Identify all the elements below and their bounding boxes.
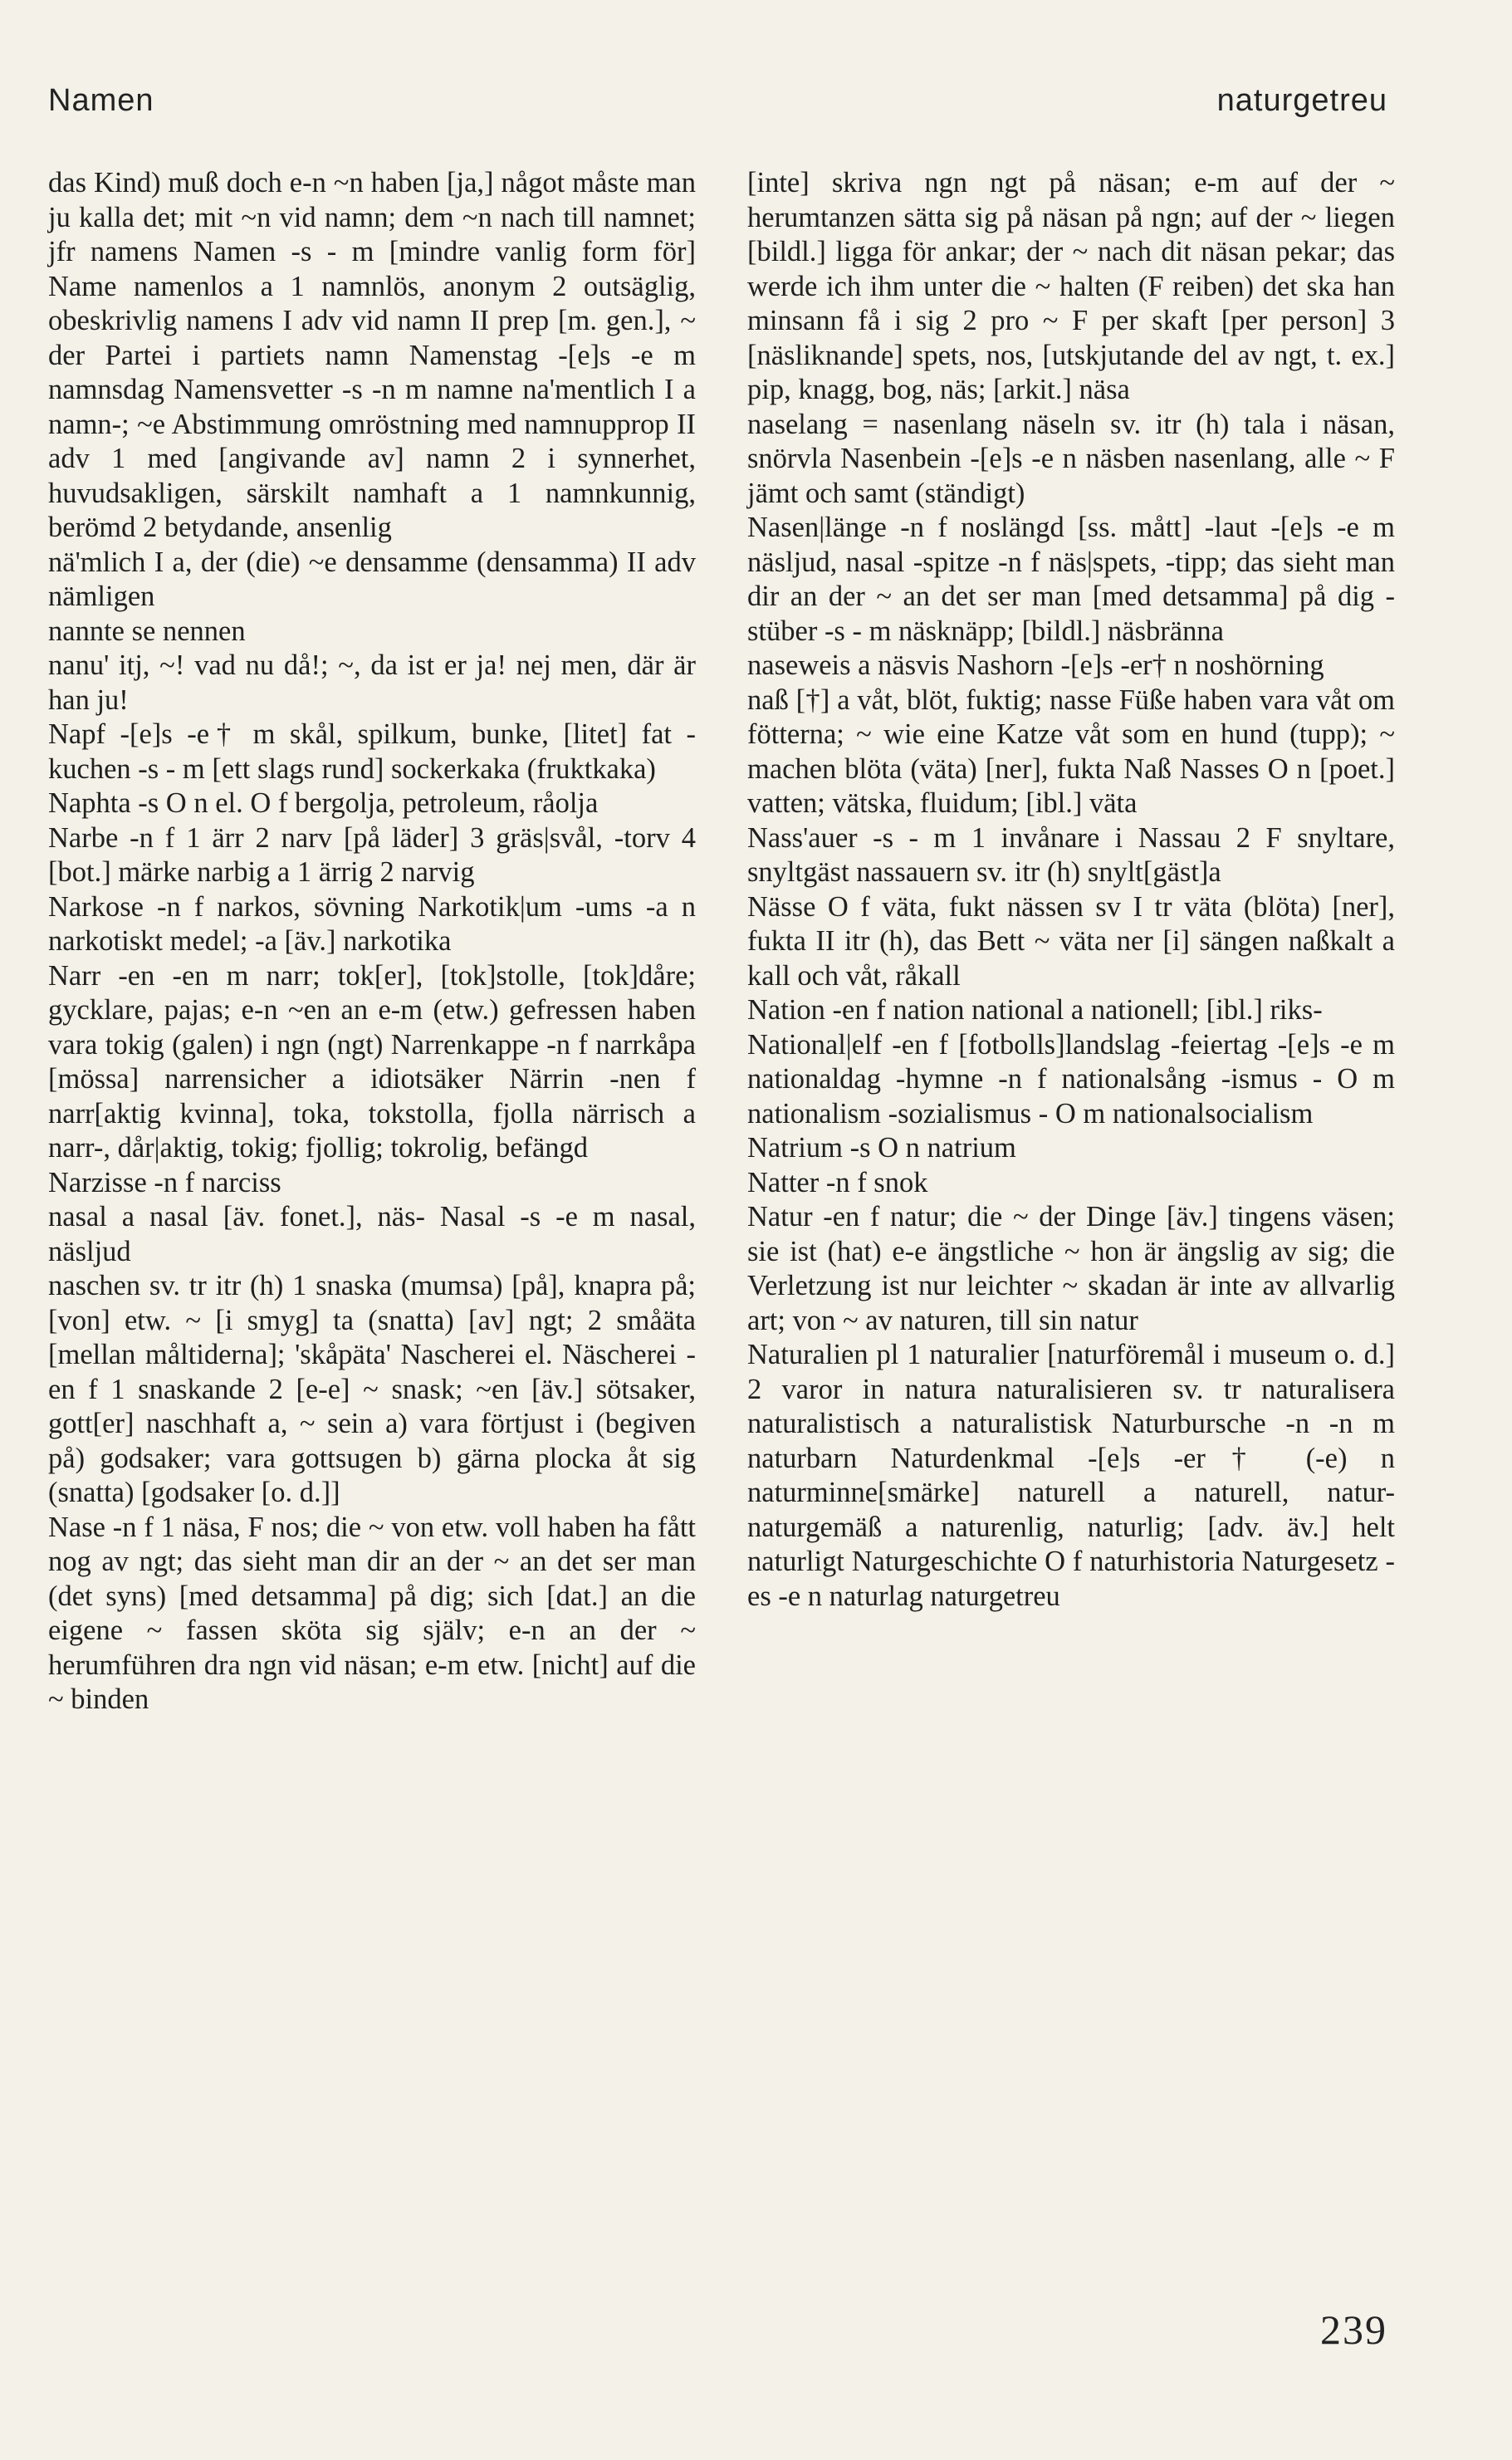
entry-paragraph: Nässe O f väta, fukt nässen sv I tr väta (blöta) [ner], fukta II itr (h), das Bett ~ väta ner [i] sängen naßkalt a kall och våt, råkall: [747, 890, 1395, 992]
entry-paragraph: [inte] skriva ngn ngt på näsan; e-m auf der ~ herumtanzen sätta sig på näsan på ngn; auf der ~ liegen [bildl.] ligga för ankar; der ~ nach dit näsan pekar; das werde ich ihm unter die ~ halten (F reiben) det ska han minsann få i sig 2 pro ~ F per skaft [per person] 3 [näsliknande] spets, nos, [utskjutande del av ngt, t. ex.] pip, knagg, bog, näs; [arkit.] näsa: [747, 167, 1395, 405]
entry-paragraph: National|elf -en f [fotbolls]landslag -feiertag -[e]s -e m nationaldag -hymne -n f nationalsång -ismus - O m nationalism -sozialismus - O m nationalsocialism: [747, 1028, 1395, 1130]
entry-paragraph: naß [†] a våt, blöt, fuktig; nasse Füße haben vara våt om fötterna; ~ wie eine Katze våt som en hund (tupp); ~ machen blöta (väta) [ner], fukta Naß Nasses O n [poet.] vatten; vätska, fluidum; [ibl.] väta: [747, 684, 1395, 819]
entry-paragraph: nannte se nennen: [48, 615, 246, 647]
entry-paragraph: Natter -n f snok: [747, 1166, 928, 1198]
entry-paragraph: Naturalien pl 1 naturalier [naturföremål i museum o. d.] 2 varor in natura naturalisieren sv. tr naturalisera naturalistisch a naturalistisk Naturbursche -n -n m naturbarn Naturdenkmal -[e]s -er† (-e) n naturminne[smärke] naturell a naturell, natur- naturgemäß a naturenlig, naturlig; [adv. äv.] helt naturligt Naturgeschichte O f naturhistoria Naturgesetz -es -e n naturlag naturgetreu: [747, 1339, 1395, 1612]
entry-paragraph: Natrium -s O n natrium: [747, 1132, 1016, 1164]
entry-paragraph: naselang = nasenlang näseln sv. itr (h) tala i näsan, snörvla Nasenbein -[e]s -e n näsben nasenlang, alle ~ F jämt och samt (ständigt): [747, 408, 1395, 509]
entry-paragraph: Narr -en -en m narr; tok[er], [tok]stolle, [tok]dåre; gycklare, pajas; e-n ~en an e-m (etw.) gefressen haben vara tokig (galen) i ngn (ngt) Narrenkappe -n f narrkåpa [mössa] narrensicher a idiotsäker Närrin -nen f narr[aktig kvinna], toka, tokstolla, fjolla närrisch a narr-, dår|aktig, tokig; fjollig; tokrolig, befängd: [48, 959, 696, 1164]
right-column: [747, 166, 1395, 1614]
entry-paragraph: nasal a nasal [äv. fonet.], näs- Nasal -s -e m nasal, näsljud: [48, 1201, 696, 1267]
entry-paragraph: nä'mlich I a, der (die) ~e densamme (densamma) II adv nämligen: [48, 546, 696, 612]
left-column: [48, 166, 696, 1718]
entry-paragraph: Narbe -n f 1 ärr 2 narv [på läder] 3 gräs|svål, -torv 4 [bot.] märke narbig a 1 ärrig 2 narvig: [48, 821, 696, 888]
entry-paragraph: nanu' itj, ~! vad nu då!; ~, da ist er ja! nej men, där är han ju!: [48, 649, 696, 716]
right-guide-word: naturgetreu: [1216, 83, 1387, 118]
entry-paragraph: Naphta -s O n el. O f bergolja, petroleum, råolja: [48, 787, 599, 819]
entry-paragraph: Nass'auer -s - m 1 invånare i Nassau 2 F snyltare, snyltgäst nassauern sv. itr (h) snylt[gäst]a: [747, 821, 1395, 888]
entry-paragraph: Nation -en f nation national a nationell; [ibl.] riks-: [747, 994, 1323, 1026]
entry-paragraph: Narkose -n f narkos, sövning Narkotik|um -ums -a n narkotiskt medel; -a [äv.] narkotika: [48, 890, 696, 957]
entry-paragraph: Natur -en f natur; die ~ der Dinge [äv.] tingens väsen; sie ist (hat) e-e ängstliche ~ hon är ängslig av sig; die Verletzung ist nur leichter ~ skadan är inte av allvarlig art; von ~ av naturen, till sin natur: [747, 1201, 1395, 1336]
entry-paragraph: naseweis a näsvis Nashorn -[e]s -er† n noshörning: [747, 649, 1324, 681]
entry-paragraph: das Kind) muß doch e-n ~n haben [ja,] något måste man ju kalla det; mit ~n vid namn; dem ~n nach till namnet; jfr namens Namen -s - m [mindre vanlig form för] Name namenlos a 1 namnlös, anonym 2 outsäglig, obeskrivlig namens I adv vid namn II prep [m. gen.], ~ der Partei i partiets namn Namenstag -[e]s -e m namnsdag Namensvetter -s -n m namne na'mentlich I a namn-; ~e Abstimmung omröstning med namnupprop II adv 1 med [angivande av] namn 2 i synnerhet, huvudsakligen, särskilt namhaft a 1 namnkunnig, berömd 2 betydande, ansenlig: [48, 167, 696, 543]
entry-paragraph: Napf -[e]s -e† m skål, spilkum, bunke, [litet] fat -kuchen -s - m [ett slags rund] sockerkaka (fruktkaka): [48, 718, 696, 785]
entry-paragraph: naschen sv. tr itr (h) 1 snaska (mumsa) [på], knapra på; [von] etw. ~ [i smyg] ta (snatta) [av] ngt; 2 småäta [mellan måltiderna]; 'skåpäta' Nascherei el. Näscherei -en f 1 snaskande 2 [e-e] ~ snask; ~en [äv.] sötsaker, gott[er] naschhaft a, ~ sein a) vara förtjust i (begiven på) godsaker; vara gottsugen b) gärna plocka åt sig (snatta) [godsaker [o. d.]]: [48, 1270, 696, 1508]
page-number: 239: [1320, 2306, 1387, 2353]
entry-paragraph: Narzisse -n f narciss: [48, 1166, 281, 1198]
left-guide-word: Namen: [48, 83, 154, 118]
entry-paragraph: Nase -n f 1 näsa, F nos; die ~ von etw. voll haben ha fått nog av ngt; das sieht man dir an der ~ an det ser man (det syns) [med detsamma] på dig; sich [dat.] an die eigene ~ fassen sköta sig själv; e-n an der ~ herumführen dra ngn vid näsan; e-m etw. [nicht] auf die ~ binden: [48, 1511, 696, 1715]
entry-paragraph: Nasen|länge -n f noslängd [ss. mått] -laut -[e]s -e m näsljud, nasal -spitze -n f näs|spets, -tipp; das sieht man dir an der ~ an det ser man [med detsamma] på dig -stüber -s - m näsknäpp; [bildl.] näsbränna: [747, 512, 1395, 647]
